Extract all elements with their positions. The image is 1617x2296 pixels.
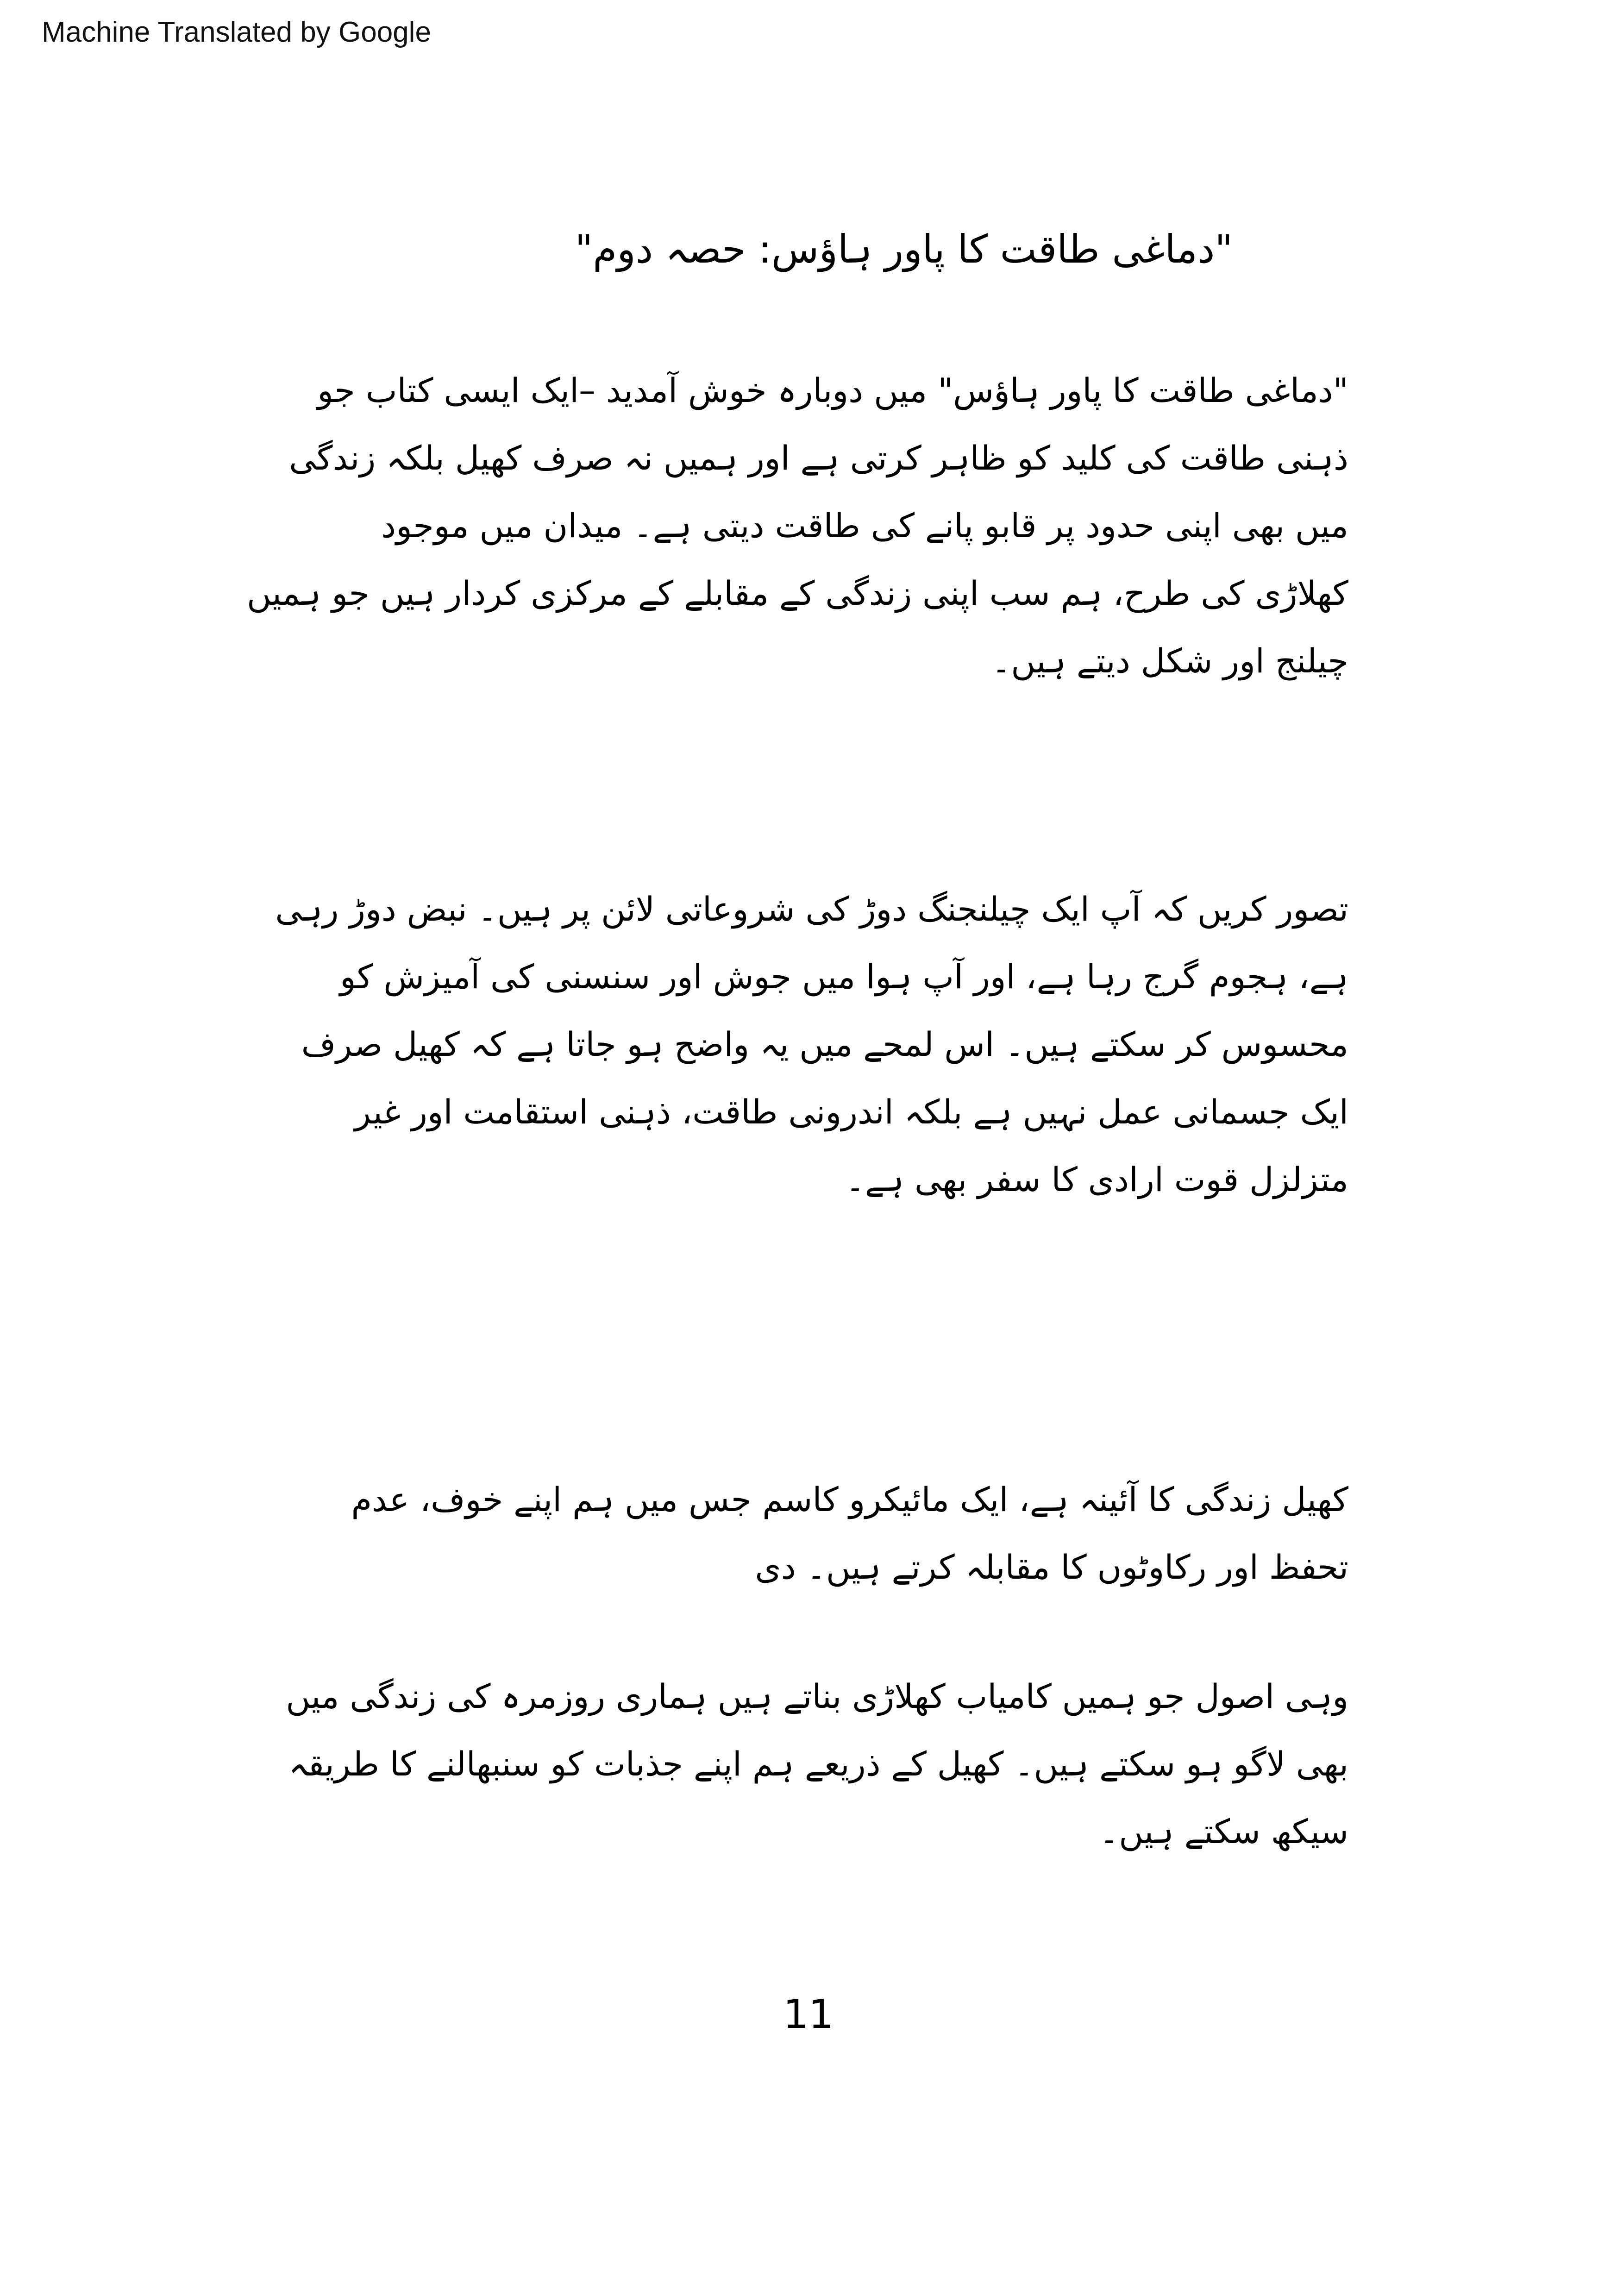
paragraph-line: ہے، ہجوم گرج رہا ہے، اور آپ ہوا میں جوش اور سنسنی کی آمیزش کو [339,957,1348,996]
paragraph-line: بھی لاگو ہو سکتے ہیں۔ کھیل کے ذریعے ہم اپنے جذبات کو سنبھالنے کا طریقہ [288,1744,1348,1783]
paragraph-line: چیلنج اور شکل دیتے ہیں۔ [991,641,1348,680]
paragraph-line: وہی اصول جو ہمیں کامیاب کھلاڑی بناتے ہیں ہماری روزمرہ کی زندگی میں [286,1677,1348,1716]
paragraph-principles [270,1662,1348,1865]
paragraph-welcome [247,357,1348,695]
paragraph-line: محسوس کر سکتے ہیں۔ اس لمحے میں یہ واضح ہو جاتا ہے کہ کھیل صرف [301,1025,1348,1064]
machine-translation-banner: Machine Translated by Google [42,16,431,48]
paragraph-line: تحفظ اور رکاوٹوں کا مقابلہ کرتے ہیں۔ دی [755,1548,1348,1587]
page-number: 11 [783,1991,834,2038]
page-title: "دماغی طاقت کا پاور ہاؤس: حصہ دوم" [575,226,1233,272]
paragraph-line: سیکھ سکتے ہیں۔ [1099,1812,1348,1851]
paragraph-line: کھیل زندگی کا آئینہ ہے، ایک مائیکرو کاسم جس میں ہم اپنے خوف، عدم [351,1480,1348,1519]
paragraph-sport-mirror [270,1466,1348,1601]
paragraph-line: "دماغی طاقت کا پاور ہاؤس" میں دوبارہ خوش آمدید –ایک ایسی کتاب جو [317,371,1348,410]
paragraph-line: تصور کریں کہ آپ ایک چیلنجنگ دوڑ کی شروعاتی لائن پر ہیں۔ نبض دوڑ رہی [275,890,1348,928]
paragraph-race-start [270,875,1348,1213]
paragraph-line: میں بھی اپنی حدود پر قابو پانے کی طاقت دیتی ہے۔ میدان میں موجود [381,506,1348,545]
paragraph-line: ذہنی طاقت کی کلید کو ظاہر کرتی ہے اور ہمیں نہ صرف کھیل بلکہ زندگی [289,439,1348,477]
paragraph-line: متزلزل قوت ارادی کا سفر بھی ہے۔ [845,1160,1348,1199]
paragraph-line: کھلاڑی کی طرح، ہم سب اپنی زندگی کے مقابلے کے مرکزی کردار ہیں جو ہمیں [247,574,1348,613]
paragraph-line: ایک جسمانی عمل نہیں ہے بلکہ اندرونی طاقت، ذہنی استقامت اور غیر [354,1092,1348,1131]
